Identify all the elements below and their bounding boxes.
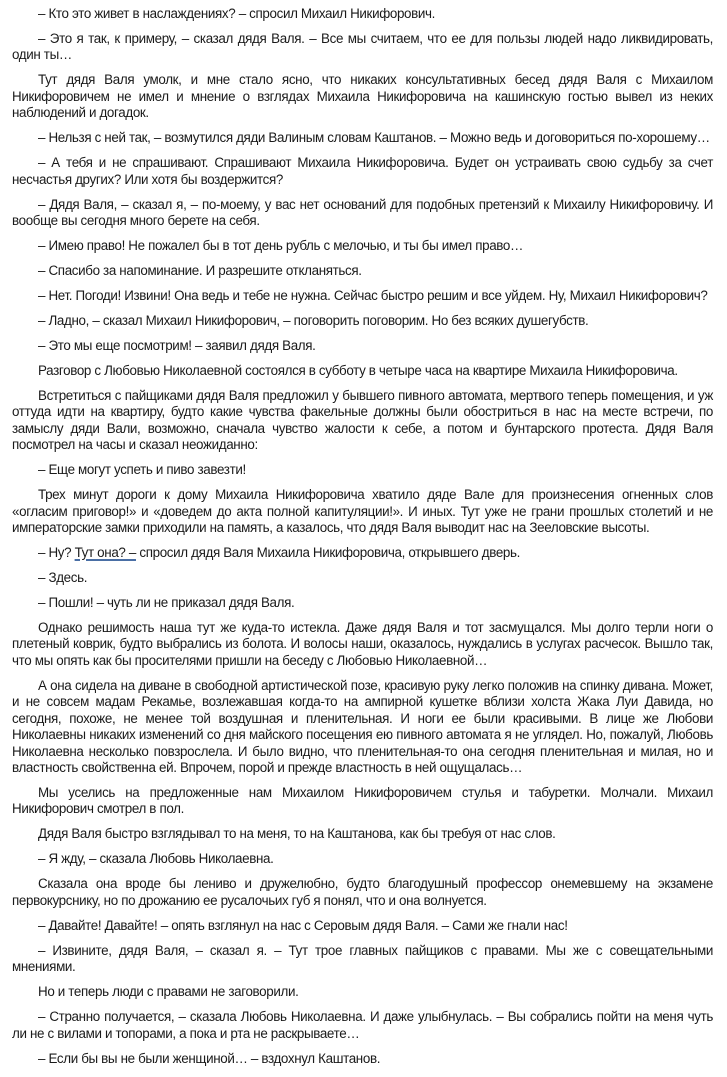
paragraph: – Здесь. xyxy=(38,570,88,586)
paragraph-with-underline xyxy=(12,545,713,561)
paragraph: – Это я так, к примеру, – сказал дядя Валя. – Все мы считаем, что ее для пользы людей надо ликвидировать, один ты… xyxy=(12,31,713,63)
paragraph: – Ладно, – сказал Михаил Никифорович, – поговорить поговорим. Но без всяких душегубств. xyxy=(38,313,589,329)
paragraph: Мы уселись на предложенные нам Михаилом Никифоровичем стулья и табуретки. Молчали. Михаил Никифорович смотрел в пол. xyxy=(12,784,713,817)
paragraph: – Если бы вы не были женщиной… – вздохнул Каштанов. xyxy=(38,1050,381,1066)
paragraph: – Давайте! Давайте! – опять взглянул на нас с Серовым дядя Валя. – Сами же гнали нас! xyxy=(38,917,568,933)
paragraph: Сказала она вроде бы лениво и дружелюбно, будто благодушный профессор онемевшему на экзамене первокурснику, но по дрожанию ее русалочьих губ я понял, что и она волнуется. xyxy=(12,876,713,908)
paragraph: – Еще могут успеть и пиво завезти! xyxy=(38,462,246,478)
paragraph: Тут дядя Валя умолк, и мне стало ясно, что никаких консультативных бесед дядя Валя с Михаилом Никифоровичем не имел и мнение о взглядах Михаила Никифоровича на кашинскую гостью вывел из неких наблюдений и догадок. xyxy=(12,72,713,121)
paragraph: – Спасибо за напоминание. И разрешите откланяться. xyxy=(38,263,362,279)
paragraph-prefix: – Ну? xyxy=(38,545,75,561)
paragraph: Дядя Валя быстро взглядывал то на меня, то на Каштанова, как бы требуя от нас слов. xyxy=(38,826,556,842)
paragraph: – Это мы еще посмотрим! – заявил дядя Валя. xyxy=(38,338,316,354)
paragraph: Однако решимость наша тут же куда-то истекла. Даже дядя Валя и тот засмущался. Мы долго терли ноги о плетеный коврик, будто выбрались из болота. И волосы наши, оказалось, нуждались в услугах расчесок. Вышло так, что мы опять как бы просителями пришли на беседу с Любовью Николаевной… xyxy=(12,620,713,668)
paragraph-suffix: спросил дядя Валя Михаила Никифоровича, открывшего дверь. xyxy=(136,545,521,561)
paragraph: – Странно получается, – сказала Любовь Николаевна. И даже улыбнулась. – Вы собрались пойти на меня чуть ли не с вилами и топорами, а пока и рта не раскрываете… xyxy=(12,1009,713,1041)
paragraph: Но и теперь люди с правами не заговорили. xyxy=(38,984,299,1000)
paragraph: Встретиться с пайщиками дядя Валя предложил у бывшего пивного автомата, мертвого теперь помещения, и уж оттуда идти на квартиру, будто какие чувства факельные должны были обостриться в нас на месте встречи, по замыслу дяди Вали, возможно, сначала чувство жалости к себе, а потом и бунтарского протеста. Дядя Валя посмотрел на часы и сказал неожиданно: xyxy=(12,388,713,453)
paragraph: – Кто это живет в наслаждениях? – спросил Михаил Никифорович. xyxy=(38,6,436,21)
paragraph: – Извините, дядя Валя, – сказал я. – Тут трое главных пайщиков с правами. Мы же с совещательными мнениями. xyxy=(12,942,713,975)
paragraph: – А тебя и не спрашивают. Спрашивают Михаила Никифоровича. Будет он устраивать свою судьбу за счет несчастья других? Или хотя бы воздержится? xyxy=(12,155,713,187)
paragraph: – Нельзя с ней так, – возмутился дяди Валиным словам Каштанов. – Можно ведь и договориться по-хорошему… xyxy=(38,130,710,146)
paragraph: Разговор с Любовью Николаевной состоялся в субботу в четыре часа на квартире Михаила Никифоровича. xyxy=(38,363,678,379)
paragraph: – Дядя Валя, – сказал я, – по-моему, у вас нет оснований для подобных претензий к Михаилу Никифоровичу. И вообще вы сегодня много берете на себя. xyxy=(12,196,713,229)
paragraph: – Пошли! – чуть ли не приказал дядя Валя. xyxy=(38,595,295,611)
paragraph: Трех минут дороги к дому Михаила Никифоровича хватило дяде Вале для произнесения огненных слов «огласим приговор!» и «доведем до акта полной капитуляции!». И иных. Тут уже не грани прошлых столетий и не императорские замки приходили на память, а казалось, что дядя Валя выводит нас на Зееловские высоты. xyxy=(12,487,713,536)
paragraph: – Я жду, – сказала Любовь Николаевна. xyxy=(38,851,274,867)
paragraph: А она сидела на диване в свободной артистической позе, красивую руку легко положив на спинку дивана. Может, и не совсем мадам Рекамье, возлежавшая когда-то на ампирной кушетке вблизи холста Жака Луи Давида, но сегодня, похоже, не менее той воздушная и пленительная. И ноги ее были красивыми. В лице же Любови Николаевны никаких изменений со дня майского посещения ею пивного автомата я не углядел. Но, пожалуй, Любовь Николаевна несколько повзрослела. И было видно, что пленительная-то она сегодня пленительная и милая, но и властность свойственна ей. Впрочем, порой и прежде властность в ней ощущалась… xyxy=(12,677,713,775)
paragraph: – Нет. Погоди! Извини! Она ведь и тебе не нужна. Сейчас быстро решим и все уйдем. Ну, Михаил Никифорович? xyxy=(38,288,708,304)
underlined-text: Тут она? – xyxy=(74,545,136,561)
paragraph: – Имею право! Не пожалел бы в тот день рубль с мелочью, и ты бы имел право… xyxy=(38,238,524,254)
